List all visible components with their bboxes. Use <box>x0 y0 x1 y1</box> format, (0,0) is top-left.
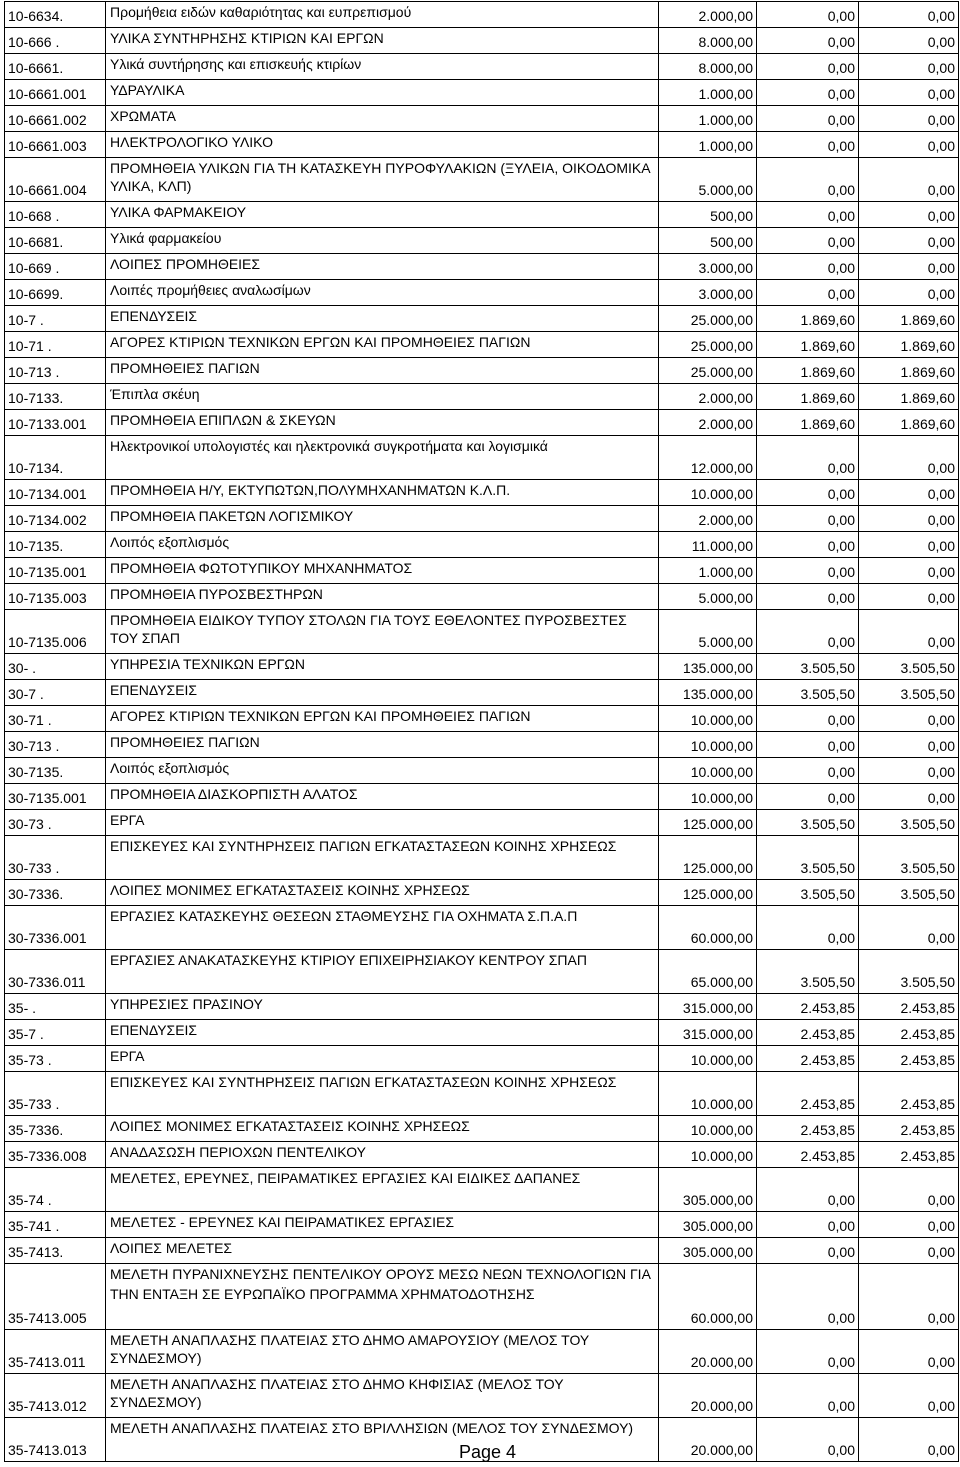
paid-amount-cell: 2.453,85 <box>859 1142 959 1168</box>
committed-amount-cell: 1.869,60 <box>757 306 859 332</box>
account-code-cell: 35-741 . <box>5 1212 106 1238</box>
committed-amount-cell: 3.505,50 <box>757 950 859 994</box>
committed-amount-cell: 0,00 <box>757 254 859 280</box>
description-cell: ΧΡΩΜΑΤΑ <box>106 106 659 132</box>
budget-table-body <box>5 2 959 1462</box>
account-code-cell: 10-668 . <box>5 202 106 228</box>
budget-amount-cell: 135.000,00 <box>659 654 757 680</box>
budget-amount-cell: 12.000,00 <box>659 436 757 480</box>
budget-amount-cell: 500,00 <box>659 228 757 254</box>
budget-amount-cell: 125.000,00 <box>659 810 757 836</box>
description-cell: Υλικά συντήρησης και επισκευής κτιρίων <box>106 54 659 80</box>
description-cell: ΠΡΟΜΗΘΕΙΑ ΕΙΔΙΚΟΥ ΤΥΠΟΥ ΣΤΟΛΩΝ ΓΙΑ ΤΟΥΣ ΕΘΕΛΟΝΤΕΣ ΠΥΡΟΣΒΕΣΤΕΣ ΤΟΥ ΣΠΑΠ <box>106 610 659 654</box>
table-row <box>5 680 959 706</box>
table-row <box>5 80 959 106</box>
committed-amount-cell: 0,00 <box>757 158 859 202</box>
committed-amount-cell: 0,00 <box>757 1374 859 1418</box>
table-row <box>5 410 959 436</box>
table-row <box>5 706 959 732</box>
budget-amount-cell: 10.000,00 <box>659 732 757 758</box>
committed-amount-cell: 3.505,50 <box>757 836 859 880</box>
table-row <box>5 836 959 880</box>
description-cell: ΜΕΛΕΤΕΣ, ΕΡΕΥΝΕΣ, ΠΕΙΡΑΜΑΤΙΚΕΣ ΕΡΓΑΣΙΕΣ ΚΑΙ ΕΙΔΙΚΕΣ ΔΑΠΑΝΕΣ <box>106 1168 659 1212</box>
account-code-cell: 10-6661.001 <box>5 80 106 106</box>
account-code-cell: 10-7135. <box>5 532 106 558</box>
paid-amount-cell: 0,00 <box>859 202 959 228</box>
committed-amount-cell: 0,00 <box>757 558 859 584</box>
paid-amount-cell: 1.869,60 <box>859 384 959 410</box>
table-row <box>5 654 959 680</box>
paid-amount-cell: 0,00 <box>859 784 959 810</box>
table-row <box>5 532 959 558</box>
budget-amount-cell: 2.000,00 <box>659 506 757 532</box>
committed-amount-cell: 2.453,85 <box>757 1072 859 1116</box>
account-code-cell: 30-7336. <box>5 880 106 906</box>
budget-amount-cell: 10.000,00 <box>659 706 757 732</box>
committed-amount-cell: 1.869,60 <box>757 384 859 410</box>
description-cell: Προμήθεια ειδών καθαριότητας και ευπρεπισμού <box>106 2 659 28</box>
budget-amount-cell: 25.000,00 <box>659 306 757 332</box>
table-row <box>5 906 959 950</box>
paid-amount-cell: 0,00 <box>859 228 959 254</box>
account-code-cell: 35-73 . <box>5 1046 106 1072</box>
account-code-cell: 35-74 . <box>5 1168 106 1212</box>
committed-amount-cell: 2.453,85 <box>757 994 859 1020</box>
table-row <box>5 202 959 228</box>
account-code-cell: 35- . <box>5 994 106 1020</box>
description-cell: ΥΛΙΚΑ ΦΑΡΜΑΚΕΙΟΥ <box>106 202 659 228</box>
budget-amount-cell: 1.000,00 <box>659 558 757 584</box>
description-cell: ΛΟΙΠΕΣ ΠΡΟΜΗΘΕΙΕΣ <box>106 254 659 280</box>
paid-amount-cell: 0,00 <box>859 758 959 784</box>
account-code-cell: 35-7413.013 <box>5 1418 106 1462</box>
budget-amount-cell: 25.000,00 <box>659 332 757 358</box>
budget-amount-cell: 305.000,00 <box>659 1212 757 1238</box>
committed-amount-cell: 0,00 <box>757 706 859 732</box>
description-cell: ΕΡΓΑΣΙΕΣ ΑΝΑΚΑΤΑΣΚΕΥΗΣ ΚΤΙΡΙΟΥ ΕΠΙΧΕΙΡΗΣΙΑΚΟΥ ΚΕΝΤΡΟΥ ΣΠΑΠ <box>106 950 659 994</box>
table-row <box>5 1330 959 1374</box>
description-cell: ΠΡΟΜΗΘΕΙΑ ΔΙΑΣΚΟΡΠΙΣΤΗ ΑΛΑΤΟΣ <box>106 784 659 810</box>
paid-amount-cell: 0,00 <box>859 480 959 506</box>
account-code-cell: 10-7134.001 <box>5 480 106 506</box>
committed-amount-cell: 2.453,85 <box>757 1046 859 1072</box>
description-cell: ΕΠΙΣΚΕΥΕΣ ΚΑΙ ΣΥΝΤΗΡΗΣΕΙΣ ΠΑΓΙΩΝ ΕΓΚΑΤΑΣΤΑΣΕΩΝ ΚΟΙΝΗΣ ΧΡΗΣΕΩΣ <box>106 836 659 880</box>
description-cell: ΠΡΟΜΗΘΕΙΑ ΦΩΤΟΤΥΠΙΚΟΥ ΜΗΧΑΝΗΜΑΤΟΣ <box>106 558 659 584</box>
paid-amount-cell: 0,00 <box>859 1168 959 1212</box>
budget-amount-cell: 315.000,00 <box>659 994 757 1020</box>
table-row <box>5 306 959 332</box>
paid-amount-cell: 3.505,50 <box>859 950 959 994</box>
committed-amount-cell: 0,00 <box>757 1264 859 1330</box>
paid-amount-cell: 0,00 <box>859 610 959 654</box>
paid-amount-cell: 0,00 <box>859 158 959 202</box>
account-code-cell: 30- . <box>5 654 106 680</box>
budget-amount-cell: 2.000,00 <box>659 384 757 410</box>
budget-amount-cell: 8.000,00 <box>659 28 757 54</box>
table-row <box>5 1168 959 1212</box>
budget-amount-cell: 1.000,00 <box>659 80 757 106</box>
paid-amount-cell: 0,00 <box>859 506 959 532</box>
description-cell: ΠΡΟΜΗΘΕΙΑ ΕΠΙΠΛΩΝ & ΣΚΕΥΩΝ <box>106 410 659 436</box>
committed-amount-cell: 3.505,50 <box>757 810 859 836</box>
budget-amount-cell: 1.000,00 <box>659 132 757 158</box>
committed-amount-cell: 0,00 <box>757 106 859 132</box>
table-row <box>5 584 959 610</box>
account-code-cell: 35-7413.012 <box>5 1374 106 1418</box>
committed-amount-cell: 0,00 <box>757 54 859 80</box>
table-row <box>5 54 959 80</box>
description-cell: ΜΕΛΕΤΗ ΑΝΑΠΛΑΣΗΣ ΠΛΑΤΕΙΑΣ ΣΤΟ ΔΗΜΟ ΚΗΦΙΣΙΑΣ (ΜΕΛΟΣ ΤΟΥ ΣΥΝΔΕΣΜΟΥ) <box>106 1374 659 1418</box>
account-code-cell: 10-7134.002 <box>5 506 106 532</box>
budget-table <box>4 1 959 1462</box>
paid-amount-cell: 0,00 <box>859 28 959 54</box>
committed-amount-cell: 0,00 <box>757 506 859 532</box>
budget-amount-cell: 20.000,00 <box>659 1330 757 1374</box>
committed-amount-cell: 2.453,85 <box>757 1020 859 1046</box>
description-cell: ΕΡΓΑ <box>106 1046 659 1072</box>
paid-amount-cell: 0,00 <box>859 1330 959 1374</box>
paid-amount-cell: 0,00 <box>859 732 959 758</box>
account-code-cell: 10-6634. <box>5 2 106 28</box>
paid-amount-cell: 3.505,50 <box>859 654 959 680</box>
table-row <box>5 610 959 654</box>
budget-amount-cell: 65.000,00 <box>659 950 757 994</box>
budget-amount-cell: 5.000,00 <box>659 584 757 610</box>
table-row <box>5 880 959 906</box>
budget-amount-cell: 3.000,00 <box>659 280 757 306</box>
paid-amount-cell: 0,00 <box>859 906 959 950</box>
budget-amount-cell: 3.000,00 <box>659 254 757 280</box>
paid-amount-cell: 0,00 <box>859 1264 959 1330</box>
account-code-cell: 10-7 . <box>5 306 106 332</box>
budget-amount-cell: 10.000,00 <box>659 1142 757 1168</box>
table-row <box>5 1020 959 1046</box>
account-code-cell: 10-6661.004 <box>5 158 106 202</box>
committed-amount-cell: 0,00 <box>757 532 859 558</box>
table-row <box>5 758 959 784</box>
budget-amount-cell: 315.000,00 <box>659 1020 757 1046</box>
table-row <box>5 436 959 480</box>
description-cell: ΜΕΛΕΤΕΣ - ΕΡΕΥΝΕΣ ΚΑΙ ΠΕΙΡΑΜΑΤΙΚΕΣ ΕΡΓΑΣΙΕΣ <box>106 1212 659 1238</box>
paid-amount-cell: 0,00 <box>859 558 959 584</box>
paid-amount-cell: 2.453,85 <box>859 994 959 1020</box>
committed-amount-cell: 0,00 <box>757 584 859 610</box>
description-cell: Λοιπές προμήθειες αναλωσίμων <box>106 280 659 306</box>
committed-amount-cell: 0,00 <box>757 1212 859 1238</box>
budget-amount-cell: 125.000,00 <box>659 836 757 880</box>
committed-amount-cell: 0,00 <box>757 28 859 54</box>
committed-amount-cell: 0,00 <box>757 906 859 950</box>
paid-amount-cell: 0,00 <box>859 1238 959 1264</box>
paid-amount-cell: 3.505,50 <box>859 810 959 836</box>
paid-amount-cell: 0,00 <box>859 1374 959 1418</box>
description-cell: Ηλεκτρονικοί υπολογιστές και ηλεκτρονικά συγκροτήματα και λογισμικά <box>106 436 659 480</box>
description-cell: ΑΓΟΡΕΣ ΚΤΙΡΙΩΝ ΤΕΧΝΙΚΩΝ ΕΡΓΩΝ ΚΑΙ ΠΡΟΜΗΘΕΙΕΣ ΠΑΓΙΩΝ <box>106 706 659 732</box>
account-code-cell: 30-7135.001 <box>5 784 106 810</box>
committed-amount-cell: 0,00 <box>757 1418 859 1462</box>
committed-amount-cell: 0,00 <box>757 80 859 106</box>
committed-amount-cell: 2.453,85 <box>757 1142 859 1168</box>
paid-amount-cell: 0,00 <box>859 106 959 132</box>
table-row <box>5 132 959 158</box>
account-code-cell: 35-7336.008 <box>5 1142 106 1168</box>
account-code-cell: 10-6699. <box>5 280 106 306</box>
description-cell: Λοιπός εξοπλισμός <box>106 758 659 784</box>
account-code-cell: 30-733 . <box>5 836 106 880</box>
budget-amount-cell: 8.000,00 <box>659 54 757 80</box>
committed-amount-cell: 0,00 <box>757 732 859 758</box>
account-code-cell: 10-6661.003 <box>5 132 106 158</box>
table-row <box>5 2 959 28</box>
committed-amount-cell: 0,00 <box>757 758 859 784</box>
paid-amount-cell: 1.869,60 <box>859 332 959 358</box>
budget-amount-cell: 1.000,00 <box>659 106 757 132</box>
budget-amount-cell: 2.000,00 <box>659 410 757 436</box>
paid-amount-cell: 0,00 <box>859 532 959 558</box>
table-row <box>5 480 959 506</box>
paid-amount-cell: 3.505,50 <box>859 680 959 706</box>
description-cell: ΠΡΟΜΗΘΕΙΑ Η/Υ, ΕΚΤΥΠΩΤΩΝ,ΠΟΛΥΜΗΧΑΝΗΜΑΤΩΝ Κ.Λ.Π. <box>106 480 659 506</box>
paid-amount-cell: 2.453,85 <box>859 1020 959 1046</box>
table-row <box>5 1212 959 1238</box>
description-cell: ΠΡΟΜΗΘΕΙΕΣ ΠΑΓΙΩΝ <box>106 732 659 758</box>
table-row <box>5 280 959 306</box>
description-cell: Λοιπός εξοπλισμός <box>106 532 659 558</box>
account-code-cell: 30-71 . <box>5 706 106 732</box>
table-row <box>5 558 959 584</box>
description-cell: ΕΡΓΑ <box>106 810 659 836</box>
account-code-cell: 35-733 . <box>5 1072 106 1116</box>
paid-amount-cell: 2.453,85 <box>859 1116 959 1142</box>
table-row <box>5 1116 959 1142</box>
paid-amount-cell: 0,00 <box>859 80 959 106</box>
description-cell: Υλικά φαρμακείου <box>106 228 659 254</box>
account-code-cell: 35-7 . <box>5 1020 106 1046</box>
paid-amount-cell: 1.869,60 <box>859 410 959 436</box>
budget-amount-cell: 20.000,00 <box>659 1374 757 1418</box>
account-code-cell: 10-6681. <box>5 228 106 254</box>
description-cell: ΥΠΗΡΕΣΙΕΣ ΠΡΑΣΙΝΟΥ <box>106 994 659 1020</box>
paid-amount-cell: 0,00 <box>859 1212 959 1238</box>
description-cell: ΥΔΡΑΥΛΙΚΑ <box>106 80 659 106</box>
committed-amount-cell: 1.869,60 <box>757 332 859 358</box>
budget-amount-cell: 20.000,00 <box>659 1418 757 1462</box>
table-row <box>5 810 959 836</box>
table-row <box>5 506 959 532</box>
paid-amount-cell: 0,00 <box>859 280 959 306</box>
committed-amount-cell: 0,00 <box>757 2 859 28</box>
description-cell: ΥΛΙΚΑ ΣΥΝΤΗΡΗΣΗΣ ΚΤΙΡΙΩΝ ΚΑΙ ΕΡΓΩΝ <box>106 28 659 54</box>
account-code-cell: 35-7336. <box>5 1116 106 1142</box>
committed-amount-cell: 0,00 <box>757 228 859 254</box>
description-cell: ΥΠΗΡΕΣΙΑ ΤΕΧΝΙΚΩΝ ΕΡΓΩΝ <box>106 654 659 680</box>
budget-amount-cell: 60.000,00 <box>659 906 757 950</box>
account-code-cell: 10-7135.003 <box>5 584 106 610</box>
committed-amount-cell: 0,00 <box>757 436 859 480</box>
committed-amount-cell: 3.505,50 <box>757 880 859 906</box>
committed-amount-cell: 0,00 <box>757 610 859 654</box>
description-cell: ΠΡΟΜΗΘΕΙΑ ΥΛΙΚΩΝ ΓΙΑ ΤΗ ΚΑΤΑΣΚΕΥΗ ΠΥΡΟΦΥΛΑΚΙΩΝ (ΞΥΛΕΙΑ, ΟΙΚΟΔΟΜΙΚΑ ΥΛΙΚΑ, ΚΛΠ) <box>106 158 659 202</box>
committed-amount-cell: 3.505,50 <box>757 654 859 680</box>
budget-amount-cell: 500,00 <box>659 202 757 228</box>
account-code-cell: 10-7135.001 <box>5 558 106 584</box>
table-row <box>5 228 959 254</box>
budget-amount-cell: 5.000,00 <box>659 158 757 202</box>
budget-amount-cell: 10.000,00 <box>659 1046 757 1072</box>
account-code-cell: 10-7133.001 <box>5 410 106 436</box>
budget-amount-cell: 10.000,00 <box>659 758 757 784</box>
account-code-cell: 10-7133. <box>5 384 106 410</box>
description-cell: ΗΛΕΚΤΡΟΛΟΓΙΚΟ ΥΛΙΚΟ <box>106 132 659 158</box>
budget-amount-cell: 11.000,00 <box>659 532 757 558</box>
committed-amount-cell: 0,00 <box>757 1330 859 1374</box>
budget-amount-cell: 10.000,00 <box>659 1116 757 1142</box>
budget-amount-cell: 305.000,00 <box>659 1168 757 1212</box>
committed-amount-cell: 3.505,50 <box>757 680 859 706</box>
account-code-cell: 35-7413. <box>5 1238 106 1264</box>
account-code-cell: 10-7135.006 <box>5 610 106 654</box>
account-code-cell: 30-7336.011 <box>5 950 106 994</box>
table-row <box>5 950 959 994</box>
description-cell: ΛΟΙΠΕΣ ΜΕΛΕΤΕΣ <box>106 1238 659 1264</box>
budget-amount-cell: 125.000,00 <box>659 880 757 906</box>
account-code-cell: 10-666 . <box>5 28 106 54</box>
budget-amount-cell: 5.000,00 <box>659 610 757 654</box>
description-cell: ΜΕΛΕΤΗ ΑΝΑΠΛΑΣΗΣ ΠΛΑΤΕΙΑΣ ΣΤΟ ΔΗΜΟ ΑΜΑΡΟΥΣΙΟΥ (ΜΕΛΟΣ ΤΟΥ ΣΥΝΔΕΣΜΟΥ) <box>106 1330 659 1374</box>
page-number: Page 4 <box>459 1442 517 1462</box>
table-row <box>5 732 959 758</box>
description-cell: ΕΠΕΝΔΥΣΕΙΣ <box>106 306 659 332</box>
table-row <box>5 994 959 1020</box>
committed-amount-cell: 2.453,85 <box>757 1116 859 1142</box>
description-cell: ΕΠΕΝΔΥΣΕΙΣ <box>106 1020 659 1046</box>
table-row <box>5 1238 959 1264</box>
budget-amount-cell: 10.000,00 <box>659 1072 757 1116</box>
description-cell: ΑΝΑΔΑΣΩΣΗ ΠΕΡΙΟΧΩΝ ΠΕΝΤΕΛΙΚΟΥ <box>106 1142 659 1168</box>
account-code-cell: 30-713 . <box>5 732 106 758</box>
account-code-cell: 10-713 . <box>5 358 106 384</box>
committed-amount-cell: 0,00 <box>757 202 859 228</box>
paid-amount-cell: 0,00 <box>859 132 959 158</box>
committed-amount-cell: 1.869,60 <box>757 410 859 436</box>
account-code-cell: 30-7336.001 <box>5 906 106 950</box>
budget-amount-cell: 10.000,00 <box>659 784 757 810</box>
budget-amount-cell: 60.000,00 <box>659 1264 757 1330</box>
paid-amount-cell: 1.869,60 <box>859 358 959 384</box>
account-code-cell: 10-6661.002 <box>5 106 106 132</box>
description-cell: ΜΕΛΕΤΗ ΑΝΑΠΛΑΣΗΣ ΠΛΑΤΕΙΑΣ ΣΤΟ ΒΡΙΛΛΗΣΙΩΝ (ΜΕΛΟΣ ΤΟΥ ΣΥΝΔΕΣΜΟΥ) <box>106 1418 659 1462</box>
account-code-cell: 10-669 . <box>5 254 106 280</box>
description-cell: ΕΠΙΣΚΕΥΕΣ ΚΑΙ ΣΥΝΤΗΡΗΣΕΙΣ ΠΑΓΙΩΝ ΕΓΚΑΤΑΣΤΑΣΕΩΝ ΚΟΙΝΗΣ ΧΡΗΣΕΩΣ <box>106 1072 659 1116</box>
table-row <box>5 158 959 202</box>
table-row <box>5 28 959 54</box>
table-row <box>5 1046 959 1072</box>
description-cell: ΛΟΙΠΕΣ ΜΟΝΙΜΕΣ ΕΓΚΑΤΑΣΤΑΣΕΙΣ ΚΟΙΝΗΣ ΧΡΗΣΕΩΣ <box>106 1116 659 1142</box>
paid-amount-cell: 0,00 <box>859 254 959 280</box>
paid-amount-cell: 2.453,85 <box>859 1072 959 1116</box>
account-code-cell: 30-73 . <box>5 810 106 836</box>
paid-amount-cell: 1.869,60 <box>859 306 959 332</box>
description-cell: ΕΡΓΑΣΙΕΣ ΚΑΤΑΣΚΕΥΗΣ ΘΕΣΕΩΝ ΣΤΑΘΜΕΥΣΗΣ ΓΙΑ ΟΧΗΜΑΤΑ Σ.Π.Α.Π <box>106 906 659 950</box>
paid-amount-cell: 0,00 <box>859 436 959 480</box>
committed-amount-cell: 0,00 <box>757 1238 859 1264</box>
paid-amount-cell: 0,00 <box>859 1418 959 1462</box>
paid-amount-cell: 3.505,50 <box>859 880 959 906</box>
paid-amount-cell: 2.453,85 <box>859 1046 959 1072</box>
account-code-cell: 30-7 . <box>5 680 106 706</box>
table-row <box>5 254 959 280</box>
description-cell: ΠΡΟΜΗΘΕΙΑ ΠΑΚΕΤΩΝ ΛΟΓΙΣΜΙΚΟΥ <box>106 506 659 532</box>
table-row <box>5 1264 959 1330</box>
table-row <box>5 106 959 132</box>
table-row <box>5 1142 959 1168</box>
paid-amount-cell: 0,00 <box>859 706 959 732</box>
committed-amount-cell: 0,00 <box>757 280 859 306</box>
budget-amount-cell: 2.000,00 <box>659 2 757 28</box>
table-row <box>5 1072 959 1116</box>
committed-amount-cell: 0,00 <box>757 480 859 506</box>
budget-amount-cell: 25.000,00 <box>659 358 757 384</box>
budget-amount-cell: 135.000,00 <box>659 680 757 706</box>
paid-amount-cell: 0,00 <box>859 584 959 610</box>
account-code-cell: 30-7135. <box>5 758 106 784</box>
account-code-cell: 35-7413.011 <box>5 1330 106 1374</box>
description-cell: ΠΡΟΜΗΘΕΙΕΣ ΠΑΓΙΩΝ <box>106 358 659 384</box>
table-row <box>5 332 959 358</box>
description-cell: ΛΟΙΠΕΣ ΜΟΝΙΜΕΣ ΕΓΚΑΤΑΣΤΑΣΕΙΣ ΚΟΙΝΗΣ ΧΡΗΣΕΩΣ <box>106 880 659 906</box>
account-code-cell: 10-6661. <box>5 54 106 80</box>
account-code-cell: 35-7413.005 <box>5 1264 106 1330</box>
budget-amount-cell: 305.000,00 <box>659 1238 757 1264</box>
description-cell: ΑΓΟΡΕΣ ΚΤΙΡΙΩΝ ΤΕΧΝΙΚΩΝ ΕΡΓΩΝ ΚΑΙ ΠΡΟΜΗΘΕΙΕΣ ΠΑΓΙΩΝ <box>106 332 659 358</box>
table-row <box>5 1374 959 1418</box>
committed-amount-cell: 1.869,60 <box>757 358 859 384</box>
description-cell: ΜΕΛΕΤΗ ΠΥΡΑΝΙΧΝΕΥΣΗΣ ΠΕΝΤΕΛΙΚΟΥ ΟΡΟΥΣ ΜΕΣΩ ΝΕΩΝ ΤΕΧΝΟΛΟΓΙΩΝ ΓΙΑ ΤΗΝ ΕΝΤΑΞΗ ΣΕ ΕΥΡΩΠΑΪΚΟ ΠΡΟΓΡΑΜΜΑ ΧΡΗΜΑΤΟΔΟΤΗΣΗΣ <box>106 1264 659 1330</box>
description-cell: ΠΡΟΜΗΘΕΙΑ ΠΥΡΟΣΒΕΣΤΗΡΩΝ <box>106 584 659 610</box>
committed-amount-cell: 0,00 <box>757 784 859 810</box>
account-code-cell: 10-7134. <box>5 436 106 480</box>
paid-amount-cell: 0,00 <box>859 54 959 80</box>
table-row <box>5 384 959 410</box>
table-row <box>5 358 959 384</box>
account-code-cell: 10-71 . <box>5 332 106 358</box>
budget-amount-cell: 10.000,00 <box>659 480 757 506</box>
description-cell: Έπιπλα σκέυη <box>106 384 659 410</box>
paid-amount-cell: 0,00 <box>859 2 959 28</box>
table-row <box>5 784 959 810</box>
description-cell: ΕΠΕΝΔΥΣΕΙΣ <box>106 680 659 706</box>
paid-amount-cell: 3.505,50 <box>859 836 959 880</box>
committed-amount-cell: 0,00 <box>757 1168 859 1212</box>
committed-amount-cell: 0,00 <box>757 132 859 158</box>
